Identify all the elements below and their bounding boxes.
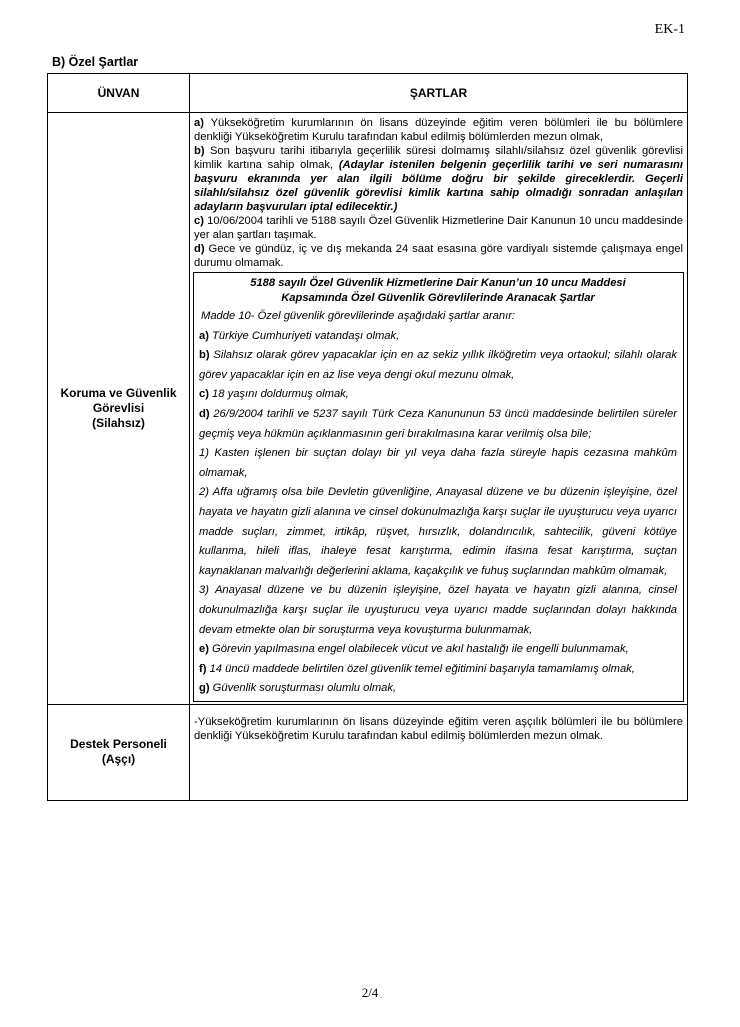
condition-text: -Yükseköğretim kurumlarının ön lisans düzeyinde eğitim veren aşçılık bölümleri ile bu bölümlere denkliği Yükseköğretim Kurulu tarafından kabul edilmiş bölümlerden mezun olmak. bbox=[194, 715, 683, 742]
law-item-b: b) Silahsız olarak görev yapacaklar için en az sekiz yıllık ilköğretim veya ortaokul; silahlı olarak görev yapacaklar için en az lise veya dengi okul mezunu olmak, bbox=[199, 349, 677, 381]
conditions-cell bbox=[190, 704, 688, 800]
law-item-d1: 1) Kasten işlenen bir suçtan dolayı bir yıl veya daha fazla süreyle hapis cezasına mahkûm olmamak, bbox=[199, 447, 677, 479]
law-item-d2: 2) Affa uğramış olsa bile Devletin güvenliğine, Anayasal düzene ve bu düzenin işleyişine, özel hayata ve hayatın gizli alanına ve cinsel dokunulmazlığa karşı suçlar ile uyuşturucu veya uyarıcı madde suçları, zimmet, irtikâp, rüşvet, hırsızlık, dolandırıcılık, sahtecilik, güveni kötüye kullanma, hileli iflas, ihaleye fesat karıştırma, edimin ifasına fesat karıştırma, suçtan kaynaklanan malvarlığı değerlerini aklama, kaçakçılık ve fuhuş suçlarından mahkûm olmamak, bbox=[199, 486, 677, 577]
law-item-d3: 3) Anayasal düzene ve bu düzenin işleyişine, özel hayata ve hayatın gizli alanına, cinsel dokunulmazlığa karşı suçlar ile uyuşturucu veya uyarıcı madde suçlarından dolayı hakkında devam etmekte olan bir soruşturma veya kovuşturma bulunmamak, bbox=[199, 584, 677, 636]
position-title-line: (Silahsız) bbox=[92, 415, 145, 430]
column-header-conditions: ŞARTLAR bbox=[190, 74, 688, 113]
position-title-cell bbox=[48, 113, 190, 705]
position-title-line: (Aşçı) bbox=[101, 752, 136, 767]
section-heading: B) Özel Şartlar bbox=[52, 55, 139, 69]
table-row bbox=[48, 113, 688, 705]
conditions-table bbox=[47, 73, 688, 801]
law-item-d: d) 26/9/2004 tarihli ve 5237 sayılı Türk Ceza Kanununun 53 üncü maddesinde belirtilen süreler geçmiş veya hükmün açıklanmasının geri bırakılmasına karar verilmiş olsa bile; bbox=[199, 407, 677, 440]
page-number: 2/4 bbox=[361, 985, 379, 1000]
law-excerpt-title: 5188 sayılı Özel Güvenlik Hizmetlerine Dair Kanun’un 10 uncu Maddesi Kapsamında Özel Güvenlik Görevlilerinde Aranacak Şartlar bbox=[250, 277, 626, 304]
condition-b-note: (Adaylar istenilen belgenin geçerlilik tarihi ve seri numarasını başvuru ekranında yer alan ilgili bölüme doğru bir şekilde gireceklerdir. Geçerli silahlı/silahsız özel güvenlik görevlisi kimlik kartına sahip olmadığı sonradan anlaşılan adayların başvuruları iptal edilecektir.) bbox=[194, 159, 683, 213]
condition-c: c) 10/06/2004 tarihli ve 5188 sayılı Özel Güvenlik Hizmetlerine Dair Kanunun 10 uncu maddesinde yer alan şartları taşımak. bbox=[194, 215, 683, 241]
column-header-title: ÜNVAN bbox=[48, 74, 190, 113]
law-item-e: e) Görevin yapılmasına engel olabilecek vücut ve akıl hastalığı ile engelli bulunmamak, bbox=[199, 643, 629, 656]
conditions-cell bbox=[190, 113, 688, 705]
condition-b: b) Son başvuru tarihi itibarıyla geçerlilik süresi dolmamış silahlı/silahsız özel güvenlik görevlisi kimlik kartına sahip olmak, (Adaylar istenilen belgenin geçerlilik tarihi ve seri numarasını başvuru ekranında yer alan ilgili bölüme doğru bir şekilde gireceklerdir. Geçerli silahlı/silahsız özel güvenlik görevlisi kimlik kartına sahip olmadığı sonradan anlaşılan adayların başvuruları iptal edilecektir.) bbox=[194, 145, 683, 213]
law-item-a: a) Türkiye Cumhuriyeti vatandaşı olmak, bbox=[199, 329, 400, 342]
table-header-row bbox=[48, 74, 688, 113]
position-title-line: Destek Personeli bbox=[70, 737, 167, 752]
annex-label: EK-1 bbox=[654, 22, 685, 37]
law-excerpt-box bbox=[193, 272, 684, 702]
law-item-c: c) 18 yaşını doldurmuş olmak, bbox=[199, 388, 349, 401]
position-title-line: Görevlisi bbox=[92, 400, 145, 415]
position-title-cell bbox=[48, 704, 190, 800]
law-intro: Madde 10- Özel güvenlik görevlilerinde aşağıdaki şartlar aranır: bbox=[201, 310, 516, 322]
position-title-line: Koruma ve Güvenlik bbox=[60, 385, 177, 400]
condition-a: a) Yükseköğretim kurumlarının ön lisans düzeyinde eğitim veren bölümleri ile bu bölümlere denkliği Yükseköğretim Kurulu tarafından kabul edilmiş bölümlerden mezun olmak, bbox=[194, 117, 683, 143]
law-item-g: g) Güvenlik soruşturması olumlu olmak, bbox=[199, 682, 397, 695]
table-row bbox=[48, 704, 688, 800]
condition-d: d) Gece ve gündüz, iç ve dış mekanda 24 saat esasına göre vardiyalı sistemde çalışmaya engel durumu olmamak. bbox=[194, 243, 683, 269]
law-item-f: f) 14 üncü maddede belirtilen özel güvenlik temel eğitimini başarıyla tamamlamış olmak, bbox=[199, 662, 635, 675]
